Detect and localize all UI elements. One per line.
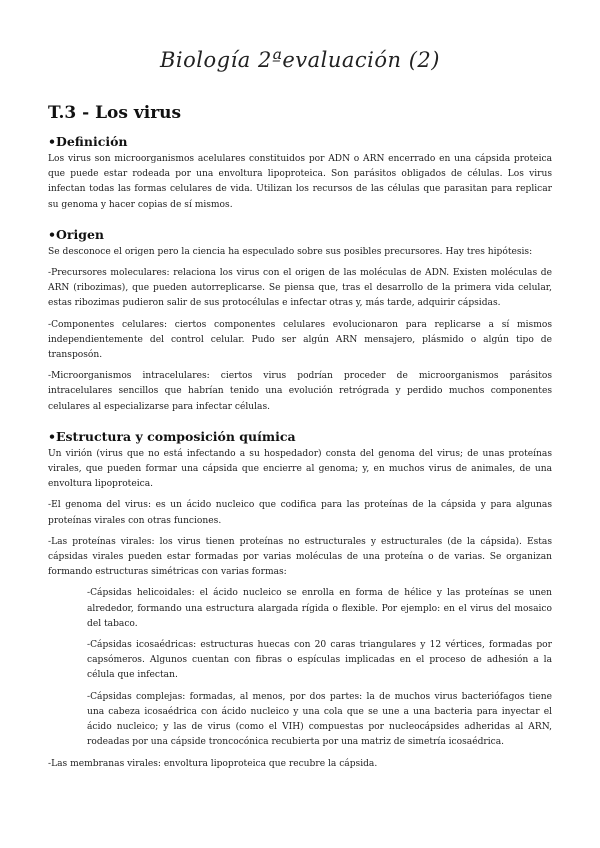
paragraph: -Precursores moleculares: relaciona los virus con el origen de las moléculas de ADN. Existen moléculas de ARN (ribozimas), que pueden autorreplicarse. Se piensa que, tras el desarrollo de la primera vida celular, estas ribozimas pudieron salir de sus protocélulas e infectar otras y, más tarde, adquirir cápsidas. <box>48 268 552 309</box>
topic-heading: T.3 - Los virus <box>48 103 182 123</box>
section-definicion <box>48 134 552 213</box>
section-heading: •Definición <box>48 134 128 149</box>
capsid-item: -Cápsidas helicoidales: el ácido nucleico se enrolla en forma de hélice y las proteínas se unen alrededor, formando una estructura alargada rígida o flexible. Por ejemplo: en el virus del mosaico del tabaco. <box>87 588 552 629</box>
paragraph: -Las membranas virales: envoltura lipoproteica que recubre la cápsida. <box>48 758 378 769</box>
capsid-item: -Cápsidas icosaédricas: estructuras huecas con 20 caras triangulares y 12 vértices, formadas por capsómeros. Algunos cuentan con fibras o espículas implicadas en el proceso de adhesión a la célula que infectan. <box>87 640 552 681</box>
paragraph: Se desconoce el origen pero la ciencia ha especulado sobre sus posibles precursores. Hay tres hipótesis: <box>48 246 533 257</box>
paragraph: Los virus son microorganismos acelulares constituidos por ADN o ARN encerrado en una cápsida proteica que puede estar rodeada por una envoltura lipoproteica. Son parásitos obligados de células. Los virus infectan todas las formas celulares de vida. Utilizan los recursos de las células que parasitan para replicar su genoma y hacer copias de sí mismos. <box>48 154 552 210</box>
document-title: Biología 2ªevaluación (2) <box>160 48 440 72</box>
paragraph: -Microorganismos intracelulares: ciertos virus podrían proceder de microorganismos parásitos intracelulares sencillos que habrían tenido una evolución retrógrada y perdido muchos componentes celulares al especializarse para infectar células. <box>48 371 552 412</box>
paragraph: -Las proteínas virales: los virus tienen proteínas no estructurales y estructurales (de la cápsida). Estas cápsidas virales pueden estar formadas por varias moléculas de una proteína o de varias. Se organizan formando estructuras simétricas con varias formas: <box>48 536 552 578</box>
section-heading: •Origen <box>48 226 104 242</box>
paragraph: -El genoma del virus: es un ácido nucleico que codifica para las proteínas de la cápsida y para algunas proteínas virales con otras funciones. <box>48 500 552 526</box>
section-estructura <box>48 429 552 772</box>
paragraph: Un virión (virus que no está infectando a su hospedador) consta del genoma del virus; de unas proteínas virales, que pueden formar una cápsida que encierre al genoma; y, en muchos virus de animales, de una envoltura lipoproteica. <box>48 448 552 490</box>
document-body <box>48 134 552 778</box>
paragraph: -Componentes celulares: ciertos componentes celulares evolucionaron para replicarse a sí mismos independientemente del control celular. Pudo ser algún ARN mensajero, plásmido o algún tipo de transposón. <box>48 319 552 361</box>
capsid-item: -Cápsidas complejas: formadas, al menos, por dos partes: la de muchos virus bacteriófagos tiene una cabeza icosaédrica con ácido nucleico y una cola que se une a una bacteria para inyectar el ácido nucleico; y las de virus (como el VIH) compuestas por nucleocápsides adheridas al ARN, rodeadas por una cápside troncocónica recubierta por una matriz de simetría icosaédrica. <box>87 691 552 748</box>
section-heading: •Estructura y composición química <box>48 428 296 444</box>
section-origen <box>48 227 552 415</box>
